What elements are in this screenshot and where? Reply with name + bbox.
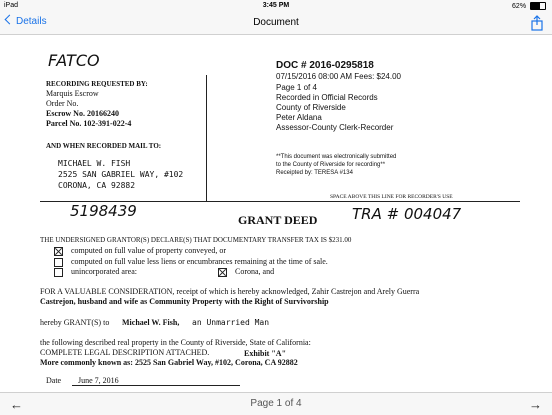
doc-date-fees: 07/15/2016 08:00 AM Fees: $24.00 (276, 72, 401, 81)
mail-to-label: AND WHEN RECORDED MAIL TO: (46, 142, 162, 150)
document-page[interactable] (0, 35, 552, 392)
recorded-in: Recorded in Official Records (276, 93, 378, 102)
option-city: Corona, and (218, 267, 274, 277)
e-note-2: to the County of Riverside for recording** (276, 162, 386, 168)
tra-number: TRA # 004047 (352, 205, 462, 223)
recorder-name: Peter Aldana (276, 113, 322, 122)
property-description: the following described real property in the County of Riverside, State of California: (40, 338, 311, 347)
grantor-declaration: THE UNDERSIGNED GRANTOR(S) DECLARE(S) THAT DOCUMENTARY TRANSFER TAX IS $231.00 (40, 236, 352, 244)
unchecked-box-icon (54, 268, 63, 277)
date-value: June 7, 2016 (78, 376, 119, 385)
known-as: More commonly known as: 2525 San Gabriel Way, #102, Corona, CA 92882 (40, 358, 298, 367)
device-label: iPad (4, 2, 19, 9)
page-indicator: Page 1 of 4 (250, 398, 302, 409)
recorder-title: Assessor-County Clerk-Recorder (276, 123, 394, 132)
parcel-no: Parcel No. 102-391-022-4 (46, 119, 132, 128)
consideration-line-2: Castrejon, husband and wife as Community Property with the Right of Survivorship (40, 297, 329, 306)
space-above-label: SPACE ABOVE THIS LINE FOR RECORDER'S USE (330, 194, 453, 200)
recording-requested-label: RECORDING REQUESTED BY: (46, 80, 148, 88)
exhibit-label: Exhibit "A" (244, 349, 287, 358)
county: County of Riverside (276, 103, 346, 112)
doc-number: DOC # 2016-0295818 (276, 60, 374, 71)
stamp-fatco: FATCO (48, 51, 100, 70)
handwritten-number: 5198439 (70, 202, 137, 220)
prev-page-arrow-icon[interactable]: ← (10, 397, 23, 412)
navigation-bar (0, 12, 552, 35)
legal-description: COMPLETE LEGAL DESCRIPTION ATTACHED. (40, 348, 210, 357)
mail-city: CORONA, CA 92882 (58, 181, 136, 190)
back-label: Details (16, 16, 47, 27)
checked-box-icon (218, 268, 227, 277)
option-full-value: computed on full value of property conveyed, or (54, 246, 226, 256)
received-by: Receipted by: TERESA #134 (276, 170, 353, 176)
date-line (72, 385, 240, 386)
mail-name: MICHAEL W. FISH (58, 159, 131, 168)
escrow-name: Marquis Escrow (46, 89, 99, 98)
order-no: Order No. (46, 99, 79, 108)
checked-box-icon (54, 247, 63, 256)
deed-title: GRANT DEED (238, 213, 318, 227)
battery-icon (530, 2, 546, 10)
mail-street: 2525 SAN GABRIEL WAY, #102 (58, 170, 184, 179)
grantee-status: an Unmarried Man (192, 318, 270, 327)
grantee-name: Michael W. Fish, (122, 318, 180, 327)
clock: 3:45 PM (262, 2, 290, 9)
date-label: Date (46, 376, 62, 385)
unchecked-box-icon (54, 258, 63, 267)
status-bar (0, 0, 552, 12)
battery-indicator (512, 2, 546, 10)
e-note-1: **This document was electronically submitted (276, 154, 397, 160)
share-icon[interactable] (530, 15, 544, 31)
doc-page: Page 1 of 4 (276, 83, 317, 92)
option-unincorporated: unincorporated area: (54, 267, 137, 277)
recorder-divider (206, 75, 207, 201)
grant-to-label: hereby GRANT(S) to (40, 318, 110, 327)
battery-percent: 62% (512, 2, 527, 10)
escrow-no: Escrow No. 20166240 (46, 109, 119, 118)
nav-title: Document (253, 17, 299, 28)
next-page-arrow-icon[interactable]: → (529, 397, 542, 412)
consideration-line-1: FOR A VALUABLE CONSIDERATION, receipt of which is hereby acknowledged, Zahir Castrejon and Arely Guerra (40, 287, 420, 296)
option-less-liens: computed on full value less liens or encumbrances remaining at the time of sale. (54, 257, 328, 267)
bottom-toolbar (0, 392, 552, 415)
